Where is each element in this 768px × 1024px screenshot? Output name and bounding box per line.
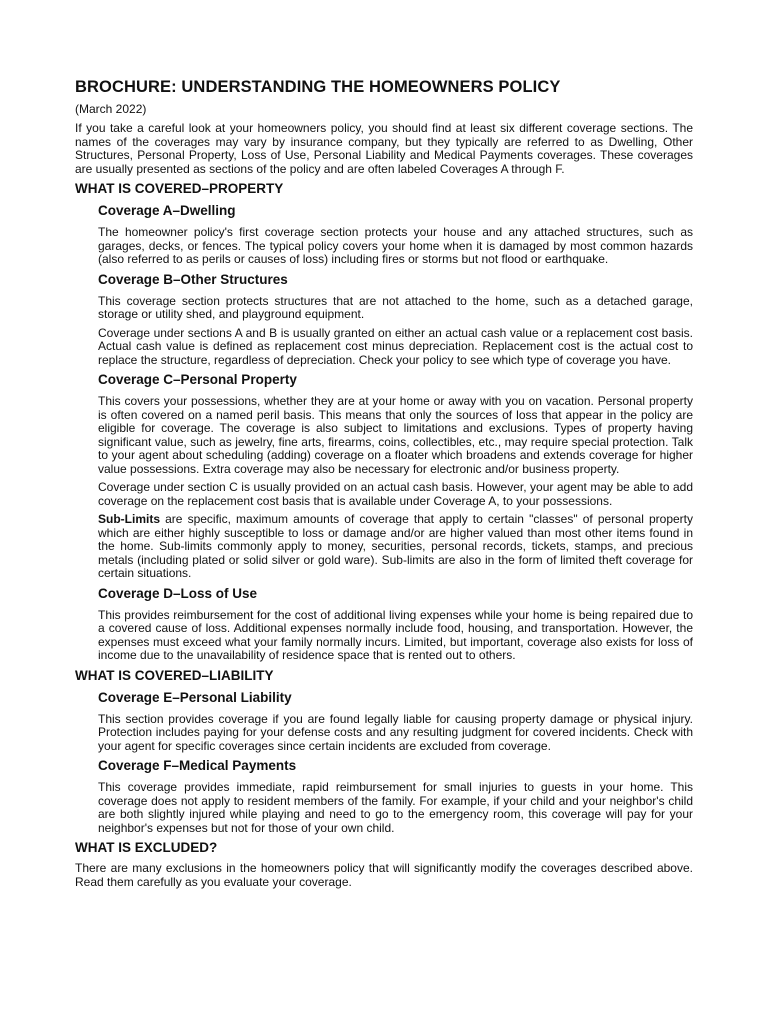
publication-date: (March 2022) [75,102,147,116]
coverage-f-heading: Coverage F–Medical Payments [98,758,297,773]
property-section [75,203,693,663]
coverage-d-paragraph: This provides reimbursement for the cost of additional living expenses while your home is being repaired due to a covered cause of loss. Additional expenses normally include food, housing, and transportation. However, the expenses must exceed what your family normally incurs. Limited, but important, coverage also exists for loss of income due to the unavailability of residence space that is rented out to others. [98,607,693,662]
intro-paragraph: If you take a careful look at your homeowners policy, you should find at least six different coverage sections. The names of the coverages may vary by insurance company, but they typically are referred to as Dwelling, Other Structures, Personal Property, Loss of Use, Personal Liability and Medical Payments coverages. These coverages are usually presented as sections of the policy and are often labeled Coverages A through F. [75,121,693,176]
coverage-b-paragraph-2: Coverage under sections A and B is usually granted on either an actual cash value or a replacement cost basis. Actual cash value is defined as replacement cost minus depreciation. Replacement cost is the actual cost to replace the structure, regardless of depreciation. Check your policy to see which type of coverage you have. [98,325,693,367]
coverage-a-heading: Coverage A–Dwelling [98,203,236,218]
coverage-b-heading: Coverage B–Other Structures [98,271,288,287]
excluded-paragraph: There are many exclusions in the homeowners policy that will significantly modify the coverages described above. Read them carefully as you evaluate your coverage. [75,861,693,889]
section-heading-property: WHAT IS COVERED–PROPERTY [75,181,284,196]
coverage-c-paragraph-3 [98,513,693,581]
section-heading-liability: WHAT IS COVERED–LIABILITY [75,667,274,683]
page-title: BROCHURE: UNDERSTANDING THE HOMEOWNERS POLICY [75,78,561,96]
liability-section [75,690,693,836]
coverage-d-heading: Coverage D–Loss of Use [98,585,258,601]
coverage-f-paragraph: This coverage provides immediate, rapid reimbursement for small injuries to guests in your home. This coverage does not apply to resident members of the family. For example, if your child and your neighbor's child are both slightly injured while playing and need to go to the emergency room, this coverage will pay for your neighbor's expenses but not for those of your own child. [98,780,693,835]
coverage-c-paragraph-1: This covers your possessions, whether they are at your home or away with you on vacation. Personal property is often covered on a named peril basis. This means that only the sources of loss that appear in the policy are eligible for coverage. The coverage is also subject to limitations and exclusions. Types of property having significant value, such as jewelry, fine arts, firearms, coins, collectibles, etc., may require special protection. Talk to your agent about scheduling (adding) coverage on a floater which broadens and extends coverage for higher value possessions. Extra coverage may also be necessary for electronic and/or business property. [98,394,693,476]
coverage-b-paragraph-1: This coverage section protects structures that are not attached to the home, such as a detached garage, storage or utility shed, and playground equipment. [98,293,693,321]
sub-limits-term: Sub-Limits [98,512,160,526]
sub-limits-text: are specific, maximum amounts of coverage that apply to certain "classes" of personal property which are either highly susceptible to loss or damage and/or are higher valued than most other items found in the home. Sub-limits commonly apply to money, securities, personal records, tickets, stamps, and precious metals (including plated or solid silver or gold ware). Sub-limits are also in the form of limited theft coverage for certain situations. [98,512,693,580]
coverage-e-paragraph: This section provides coverage if you are found legally liable for causing property damage or physical injury. Protection includes paying for your defense costs and any resulting judgment for covered incidents. Check with your agent for specific coverages since certain incidents are excluded from coverage. [98,711,693,753]
section-heading-excluded: WHAT IS EXCLUDED? [75,840,218,855]
coverage-c-paragraph-2: Coverage under section C is usually provided on an actual cash basis. However, your agent may be able to add coverage on the replacement cost basis that is available under Coverage A, to your possessions. [98,480,693,508]
coverage-c-heading: Coverage C–Personal Property [98,372,297,387]
coverage-e-heading: Coverage E–Personal Liability [98,689,292,705]
coverage-a-paragraph: The homeowner policy's first coverage section protects your house and any attached structures, such as garages, decks, or fences. The typical policy covers your home when it is damaged by most common hazards (also referred to as perils or causes of loss) including fires or storms but not flood or earthquake. [98,225,693,266]
